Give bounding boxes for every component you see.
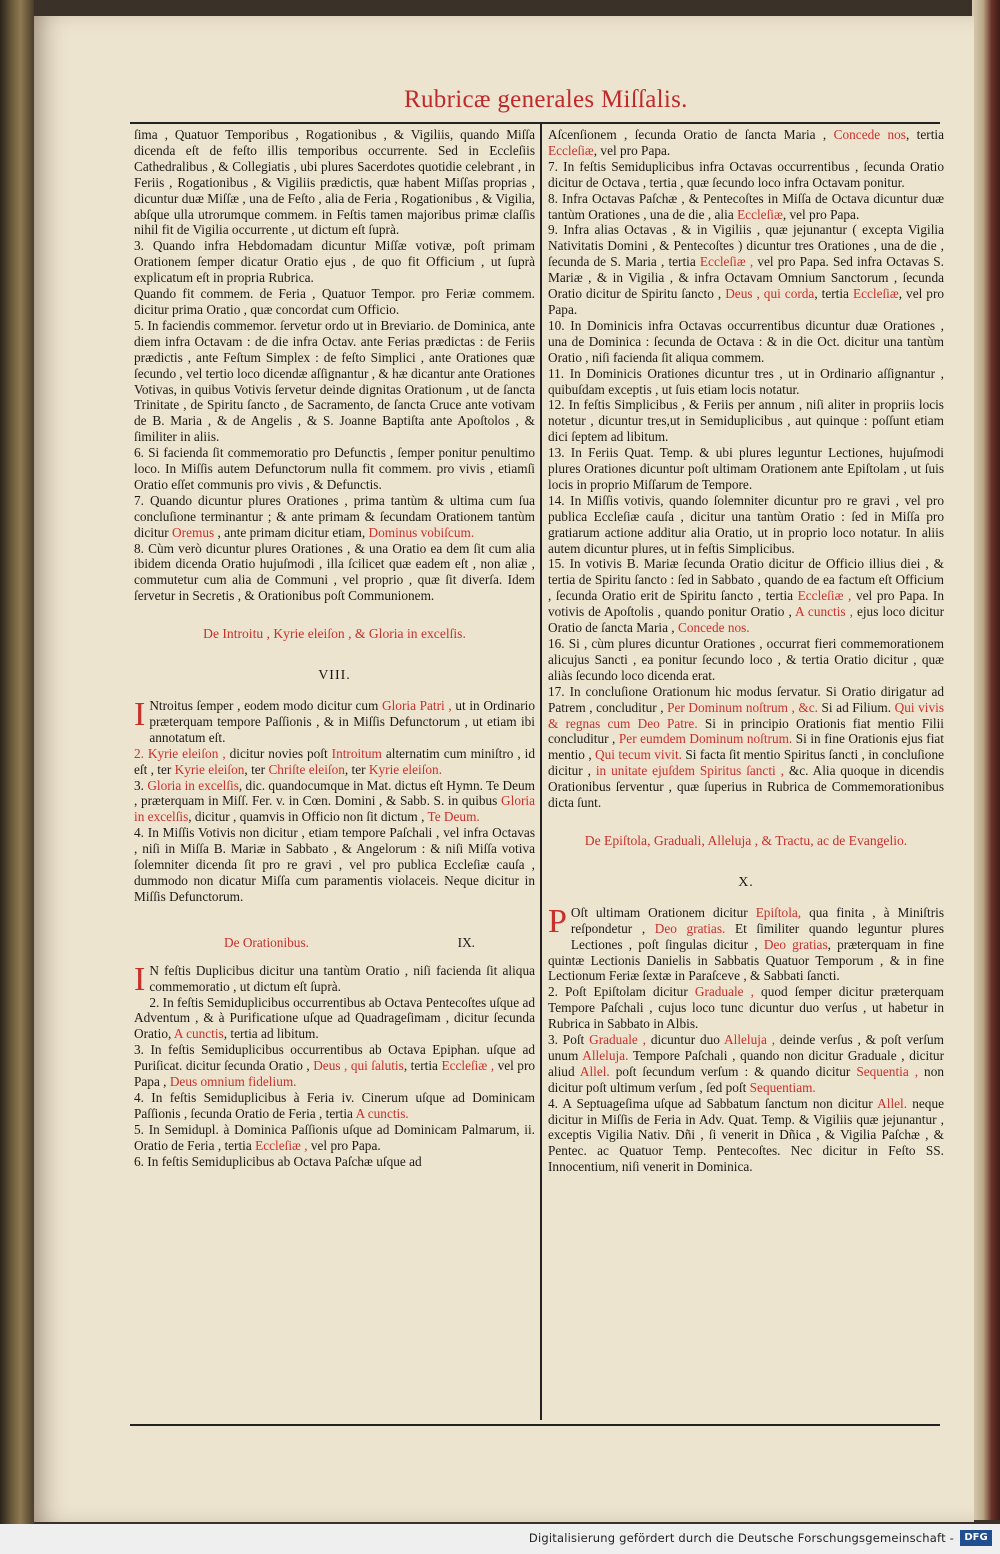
paragraph <box>134 1042 535 1090</box>
text: Si in fine Orationis ejus fiat mentio , <box>548 731 944 763</box>
rubric: 2. Kyrie eleiſon , <box>134 745 226 761</box>
rubric: Kyrie eleiſon <box>174 761 245 777</box>
rubric: Alleluja. <box>582 1047 629 1063</box>
text: , tertia <box>814 286 849 302</box>
text: Ntroitus ſemper , eodem modo dicitur cum <box>149 698 379 713</box>
rubric: Eccleſiæ <box>852 286 899 302</box>
paragraph <box>548 222 944 317</box>
text: poſt ſecundum verſum : & quando dicitur <box>615 1063 851 1079</box>
page-edge <box>972 0 1000 1520</box>
rubric: Eccleſiæ <box>737 206 783 222</box>
text: 2. In feſtis Semiduplicibus occurrentibus ab Octava Pentecoſtes uſque ad Adventum , & à Purificatione uſque ad Quadrageſimam , dicitur ſecunda Oratio, <box>134 994 535 1042</box>
paragraph: 10. In Dominicis infra Octavas occurrentibus dicuntur duæ Orationes , una de Dominica : ſecunda de Octava : & in die Oct. dicitur una tantùm Oratio , niſi facienda ſit aliqua commem. <box>548 317 944 365</box>
rubric: Te Deum. <box>427 809 480 825</box>
text: Aſcenſionem , ſecunda Oratio de ſancta Maria , <box>548 127 827 142</box>
text: Si facta ſit mentio Spiritus ſancti , in concluſione dicitur , <box>548 747 944 779</box>
paragraph <box>548 984 944 1032</box>
paragraph <box>134 960 535 998</box>
text: non dicitur poſt ultimum verſum , ſed poſt <box>548 1063 944 1095</box>
running-header: Rubricæ generales Miſſalis. <box>404 86 688 113</box>
text: 7. Quando dicuntur plures Orationes , prima tantùm & ultima cum ſua concluſione terminantur ; & ante primam & ſecundam Orationem tantùm dicitur <box>134 492 535 540</box>
text: , tertia ad libitum. <box>223 1026 319 1042</box>
text: 3. In feſtis Semiduplicibus occurrentibus ab Octava Epiphan. uſque ad Puriſicat. dicitur ſecunda Oratio , <box>134 1042 535 1074</box>
text: quod ſemper dicitur præterquam Tempore Paſchali , cujus loco tunc dicuntur duo verſus , ut habetur in Rubrica in Sabbato in Albis. <box>548 984 944 1032</box>
paragraph <box>134 995 535 1043</box>
rubric: Per Dominum noſtrum , &c. <box>667 699 818 715</box>
text: Oſt ultimam Orationem dicitur <box>570 904 748 920</box>
rubric: Eccleſiæ , <box>255 1137 308 1153</box>
paragraph: 4. In Miſſis Votivis non dicitur , etiam tempore Paſchali , vel infra Octavas , niſi in Miſſa B. Mariæ in Sabbato , & Angelorum : & niſi Miſſa votiva ſolemniter dicenda ſit pro re gravi , vel pro publica Eccleſiæ cauſa , dummodo non dicatur Miſſa cum paramentis violaceis. Neque dicitur in Miſſis Defunctorum. <box>134 825 535 904</box>
text: ejus loco dicitur Oratio de ſancta Maria , <box>548 604 944 636</box>
paragraph: 8. Cùm verò dicuntur plures Orationes , & una Oratio ea dem ſit cum alia ibidem dicenda Oratio hujuſmodi , illa ſcilicet quæ eadem eſt , non aliæ , commutetur cum alia de Communi , vel proprio , quæ ſit diverſa. Idem ſervetur in Secretis , & Orationibus poſt Communionem. <box>134 540 535 604</box>
paragraph <box>134 493 535 541</box>
rubric: Concede nos. <box>677 620 750 636</box>
paragraph: 6. In feſtis Semiduplicibus ab Octava Paſchæ uſque ad <box>134 1153 422 1169</box>
text: Tempore Paſchali , quando non dicitur Graduale , dicitur aliud <box>548 1047 945 1079</box>
section-title: De Introitu , Kyrie eleiſon , & Gloria in excelſis. <box>203 626 466 642</box>
rubric: Allel. <box>877 1095 908 1111</box>
rubric: Epiſtola, <box>755 904 802 920</box>
text: , tertia <box>403 1058 438 1074</box>
text: , vel pro Papa. <box>593 142 671 158</box>
text: 17. In concluſione Orationum hic modus ſervatur. Si Oratio dirigatur ad Patrem , concluditur , <box>548 683 944 715</box>
rubric: Gloria in excelſis <box>147 777 239 793</box>
dfg-logo: DFG <box>960 1530 992 1546</box>
rubric: Gloria Patri , <box>382 698 452 713</box>
text: , ante primam dicitur etiam, <box>217 524 366 540</box>
paragraph: 13. In Feriis Quat. Temp. & ubi plures leguntur Lectiones, hujuſmodi plures Orationes dicuntur poſt ultimam Orationem ante Epiſtolam , ut ſuis locis in proprio Miſſarum de Tempore. <box>548 445 944 492</box>
text: &c. Alia quoque in dicendis Orationibus ſerventur , quæ ſuperius in Rubrica de Commemorationibus dicta ſunt. <box>548 763 944 811</box>
book-spine <box>0 0 34 1554</box>
rubric: Per eumdem Dominum noſtrum. <box>618 731 793 747</box>
rubric: Qui tecum vivit. <box>595 747 682 763</box>
rubric: Deo gratias. <box>654 920 726 936</box>
drop-cap: I <box>134 960 146 998</box>
paragraph <box>548 1032 944 1096</box>
paragraph <box>134 778 535 826</box>
text: 15. In votivis B. Mariæ ſecunda Oratio dicitur de Officio illius diei , & tertia de Spiritu ſancto : ſed in Sabbato , quando de ea factum eſt Officium , ſecunda Oratio erit de Spiritu ſancto , tertia <box>548 556 944 604</box>
text: 4. A Septuageſima uſque ad Sabbatum ſanctum non dicitur <box>548 1095 873 1111</box>
paragraph <box>134 698 535 746</box>
section-number: IX. <box>457 934 475 950</box>
rubric: Allel. <box>579 1063 610 1079</box>
text: N feſtis Duplicibus dicitur una tantùm Oratio , niſi facienda ſit aliqua commemoratio , ut dictum eſt ſuprà. <box>149 962 535 994</box>
paragraph: ſima , Quatuor Temporibus , Rogationibus , & Vigiliis, quando Miſſa dicenda eſt de feſto illis temporibus occurrente. Sed in Eccleſiis Cathedralibus , & Collegiatis , ubi plures Sacerdotes quotidie celebrant , in Feriis , Rogationibus , & Vigiliis prædictis, quæ habent Miſſas proprias , dicuntur duæ Miſſæ , una de Feſto , alia de Feria , Rogationibus , & Vigilia, abſque ulla utrorumque commem. in Feſtis tamen majoribus primæ claſſis nihil fit de Vigilia occurrente , ut dictum eſt ſuprà. <box>134 127 535 238</box>
text: qua finita , à Miniſtris reſpondetur , <box>570 904 944 936</box>
text: Si in principio Orationis fiat mentio Filii concluditur , <box>548 715 944 747</box>
footer-bar <box>0 1524 1000 1554</box>
paragraph: 12. In feſtis Simplicibus , & Feriis per annum , niſi aliter in propriis locis notetur , dicuntur tres,ut in Semiduplicibus , aut quinque : poſſunt etiam dici ſeptem ad libitum. <box>548 397 944 445</box>
rubric: Kyrie eleiſon. <box>368 761 443 777</box>
rubric: Graduale , <box>589 1032 646 1048</box>
rubric: Dominus vobiſcum. <box>368 524 475 540</box>
rubric: Eccleſiæ , <box>797 588 852 604</box>
rubric: in unitate ejuſdem Spiritus ſancti , <box>595 763 784 779</box>
paragraph <box>134 1090 535 1122</box>
paragraph <box>548 1096 944 1176</box>
paragraph <box>548 127 944 159</box>
rubric: Concede nos <box>833 127 906 142</box>
text: 3. <box>134 777 144 793</box>
text: neque dicitur in Miſſis de Feria in Adv. Quat. Temp. & Vigiliis quæ jejunantur , exceptis Vigilia Nativ. Dñi , ſi venerit in Dñica , & Vigilia Paſchæ , & Pentec. ac Quatuor Temp. Pentecoſtes. Nec dicitur in Feſto SS. Innocentium, niſi venerit in Dominica. <box>548 1095 944 1175</box>
drop-cap: I <box>134 696 146 733</box>
rubric: Deo gratias <box>763 936 828 952</box>
text: vel pro Papa. Sed infra Octavas S. Mariæ , & in Vigilia , & infra Octavam Omnium Sanctorum , ſecunda Oratio dicitur de Spiritu ſancto , <box>548 254 944 302</box>
paragraph: 7. In feſtis Semiduplicibus infra Octavas occurrentibus , ſecunda Oratio dicitur de Octava , tertia , quæ ſecundo loco infra Octavam ponitur. <box>548 158 944 190</box>
rubric: Qui vivis & regnas cum Deo Patre. <box>548 699 945 731</box>
rubric: A cunctis <box>173 1026 224 1042</box>
paragraph <box>548 902 945 985</box>
text: 5. In Semidupl. à Dominica Paſſionis uſque ad Dominicam Palmarum, ii. Oratio de Feria , tertia <box>134 1121 535 1153</box>
text: , tertia <box>905 127 944 142</box>
rubric: Eccleſiæ <box>548 142 594 158</box>
paragraph: 5. In faciendis commemor. ſervetur ordo ut in Breviario. de Dominica, ante diem infra Octavam : de die infra Octav. ante Ferias prædictas : de Feriis prædictis , ante Feſtum Simplex : de feſto Simplici , ante Orationes quæ ſecundo , vel tertio loco dicendæ aſſignantur , & hæ dicantur ante Orationes Votivas, in quibus Votivis ſervetur deinde dignitas Orationum , ut de ſancta Trinitate , de Spiritu ſancto , de Sacramento, de ſancta Cruce ante votivam de B. Maria , & de Angelis , & S. Joanne Baptiſta ante Apoſtolos , & ſimiliter in aliis. <box>134 317 536 445</box>
text: dicitur novies poſt <box>229 745 328 761</box>
text: Si ad Filium. <box>821 699 892 715</box>
text: 3. Poſt <box>548 1032 585 1048</box>
text: dicuntur duo <box>650 1032 720 1048</box>
text: , ter <box>344 761 366 777</box>
rubric: Deus , qui corda <box>725 286 815 302</box>
paragraph <box>134 746 535 778</box>
paragraph <box>134 1122 535 1154</box>
rubric: Deus omnium fidelium. <box>169 1074 297 1090</box>
rubric: Deus , qui ſalutis <box>313 1058 404 1074</box>
section-heading-row <box>134 935 535 951</box>
text: 4. In feſtis Semiduplicibus à Feria iv. Cinerum uſque ad Dominicam Paſſionis , ſecunda Oratio de Feria , tertia <box>134 1089 535 1121</box>
section-title: De Epiſtola, Graduali, Alleluja , & Tractu, ac de Evangelio. <box>584 832 908 848</box>
rubric: A cunctis , <box>795 604 853 620</box>
text: vel pro Papa. In votivis de Apoſtolis , quando ponitur Oratio , <box>548 588 945 620</box>
paragraph: 3. Quando infra Hebdomadam dicuntur Miſſæ votivæ, poſt primam Orationem ſemper dicatur Oratio ejus , de quo fit Officium , ut ſuprà explicatum eſt in propria Rubrica. <box>134 238 535 286</box>
text: alternatim cum miniſtro , id eſt , ter <box>134 745 536 777</box>
section-title: De Orationibus. <box>224 934 309 950</box>
text: , vel pro Papa. <box>548 286 945 317</box>
paragraph: Quando fit commem. de Feria , Quatuor Tempor. pro Feriæ commem. dicitur prima Oratio , quæ concordat cum Officio. <box>134 286 535 317</box>
text: 9. Infra alias Octavas , & in Vigiliis , quæ jejunantur ( excepta Vigilia Nativitatis Domini , & Pentecoſtes ) dicuntur tres Orationes , una de die , ſecunda de S. Maria , tertia <box>548 222 944 270</box>
rubric: Oremus <box>172 524 215 540</box>
rubric: A cunctis. <box>355 1105 409 1121</box>
text: , dic. quandocumque in Mat. dictus eſt Hymn. Te Deum , præterquam in Miſſ. Fer. v. in Cœn. Domini , & Sabb. S. in quibus <box>134 777 535 809</box>
text: vel pro Papa. <box>310 1137 381 1153</box>
rubric: Eccleſiæ , <box>699 254 754 270</box>
text: vel pro Papa , <box>134 1058 536 1090</box>
paragraph <box>548 191 944 223</box>
text: ut in Ordinario præterquam tempore Paſſionis , & in Miſſis Defunctorum , ut etiam ibi annotatum eſt. <box>149 698 536 745</box>
funding-notice: Digitalisierung gefördert durch die Deutsche Forschungsgemeinschaft - <box>528 1531 954 1545</box>
text: , dicitur , quamvis in Officio non ſit dictum , <box>188 809 425 825</box>
section-number: X. <box>738 874 754 890</box>
rubric: Eccleſiæ , <box>441 1058 495 1074</box>
text: 2. Poſt Epiſtolam dicitur <box>548 984 688 1000</box>
paragraph: 6. Si facienda ſit commemoratio pro Defunctis , ſemper ponitur penultimo loco. In Miſſis autem Defunctorum nulla fit commem. pro vivis , etiamſi Oratio eſſet communis pro vivis , & Defunctis. <box>134 445 535 492</box>
paragraph: 14. In Miſſis votivis, quando ſolemniter dicuntur pro re gravi , vel pro publica Eccleſiæ cauſa , dicitur una tantùm Oratio : ſed in Miſſa pro gratiarum actione additur alia Oratio, ut in proprio loco notatur. In aliis autem dicuntur plures, ut in feſtis Simplicibus. <box>548 492 944 556</box>
rubric: Sequentiam. <box>749 1079 816 1095</box>
paragraph: 16. Si , cùm plures dicuntur Orationes , occurrat fieri commemorationem alicujus Sancti , ea ponitur ſecundo loco , & tertia Oratio dicitur , quæ aliàs ſecundo loco dicenda erat. <box>548 636 944 683</box>
left-column <box>134 127 535 1169</box>
rubric: Chriſte eleiſon <box>268 761 345 777</box>
rubric: Introitum <box>331 745 382 761</box>
column-rule <box>540 124 542 1420</box>
section-number: VIII. <box>318 668 351 684</box>
right-column <box>548 127 944 1175</box>
rubric: Sequentia , <box>856 1063 919 1079</box>
text: 8. Infra Octavas Paſchæ , & Pentecoſtes in Miſſa de Octava dicuntur duæ tantùm Orationes , una de die , alia <box>548 190 944 222</box>
rubric: Gloria in excelſis <box>134 793 536 825</box>
paragraph <box>548 684 944 811</box>
paragraph: 11. In Dominicis Orationes dicuntur tres , ut in Ordinario aſſignantur , quibuſdam exceptis , ut ſuis etiam locis notatur. <box>548 365 944 397</box>
text: Et ſimiliter quando leguntur plures Lectiones , poſt ſingulas dicitur , <box>570 920 945 952</box>
text: , ter <box>244 761 266 777</box>
text: deinde verſus , & poſt verſum unum <box>548 1032 945 1063</box>
text: , vel pro Papa. <box>782 206 860 222</box>
paragraph <box>548 556 944 636</box>
rubric: Graduale , <box>694 984 754 1000</box>
drop-cap: P <box>548 902 567 940</box>
text: , præterquam in fine quintæ Lectionis Danielis in Sabbatis Quatuor Temporum , & in fine Lectionum Feriæ ſextæ in Paraſceve , & Sabbati ſancti. <box>548 936 945 984</box>
rubric: Alleluja , <box>724 1032 776 1048</box>
